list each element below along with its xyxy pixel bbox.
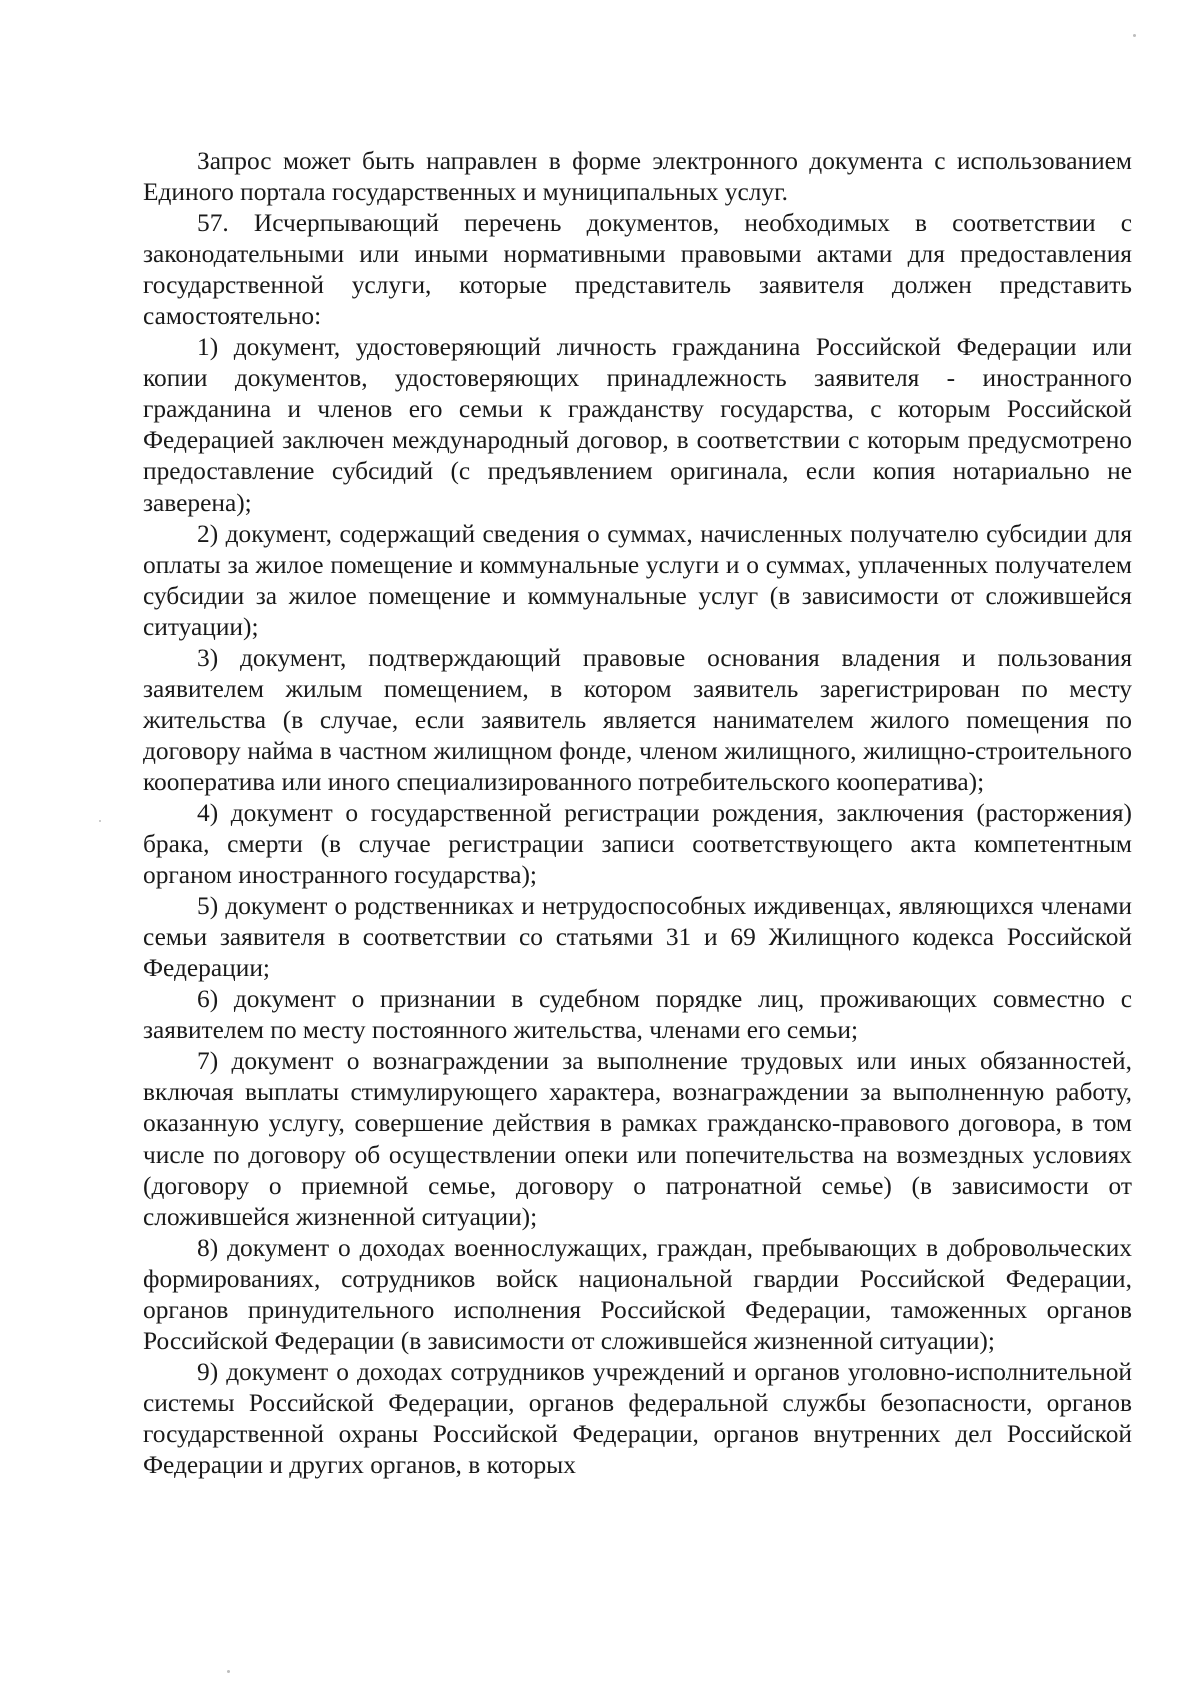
list-item-2: 2) документ, содержащий сведения о суммах, начисленных получателю субсидии для оплаты за жилое помещение и коммунальные услуги и о суммах, уплаченных получателем субсидии за жилое помещение и коммунальные услуг (в зависимости от сложившейся ситуации); [143,519,1132,641]
list-item-4: 4) документ о государственной регистрации рождения, заключения (расторжения) брака, смерти (в случае регистрации записи соответствующего акта компетентным органом иностранного государства); [143,798,1132,890]
list-item-3: 3) документ, подтверждающий правовые основания владения и пользования заявителем жилым помещением, в котором заявитель зарегистрирован по месту жительства (в случае, если заявитель является нанимателем жилого помещения по договору найма в частном жилищном фонде, членом жилищного, жилищно-строительного кооператива или иного специализированного потребительского кооператива); [143,643,1132,796]
list-item-6: 6) документ о признании в судебном порядке лиц, проживающих совместно с заявителем по месту постоянного жительства, членами его семьи; [143,985,1132,1045]
scan-speck [99,820,101,822]
paragraph-request-form: Запрос может быть направлен в форме электронного документа с использованием Единого портала государственных и муниципальных услуг. [143,147,1132,207]
list-item-8: 8) документ о доходах военнослужащих, граждан, пребывающих в добровольческих формированиях, сотрудников войск национальной гвардии Российской Федерации, органов принудительного исполнения Российской Федерации, таможенных органов Российской Федерации (в зависимости от сложившейся жизненной ситуации); [143,1233,1132,1355]
paragraph-57-heading: 57. Исчерпывающий перечень документов, необходимых в соответствии с законодательными или иными нормативными правовыми актами для предоставления государственной услуги, которые представитель заявителя должен представить самостоятельно: [143,209,1132,331]
scan-speck [227,1670,230,1673]
list-item-5: 5) документ о родственниках и нетрудоспособных иждивенцах, являющихся членами семьи заявителя в соответствии со статьями 31 и 69 Жилищного кодекса Российской Федерации; [143,892,1132,983]
scan-speck [1133,34,1136,37]
list-item-1: 1) документ, удостоверяющий личность гражданина Российской Федерации или копии документов, удостоверяющих принадлежность заявителя - иностранного гражданина и членов его семьи к гражданству государства, с которым Российской Федерацией заключен международный договор, в соответствии с которым предусмотрено предоставление субсидий (с предъявлением оригинала, если копия нотариально не заверена); [143,333,1132,517]
list-item-9: 9) документ о доходах сотрудников учреждений и органов уголовно-исполнительной системы Российской Федерации, органов федеральной службы безопасности, органов государственной охраны Российской Федерации, органов внутренних дел Российской Федерации и других органов, в которых [143,1357,1132,1479]
document-body [143,146,1132,1481]
list-item-7: 7) документ о вознаграждении за выполнение трудовых или иных обязанностей, включая выплаты стимулирующего характера, вознаграждении за выполненную работу, оказанную услугу, совершение действия в рамках гражданско-правового договора, в том числе по договору об осуществлении опеки или попечительства на возмездных условиях (договору о приемной семье, договору о патронатной семье) (в зависимости от сложившейся жизненной ситуации); [143,1047,1132,1231]
